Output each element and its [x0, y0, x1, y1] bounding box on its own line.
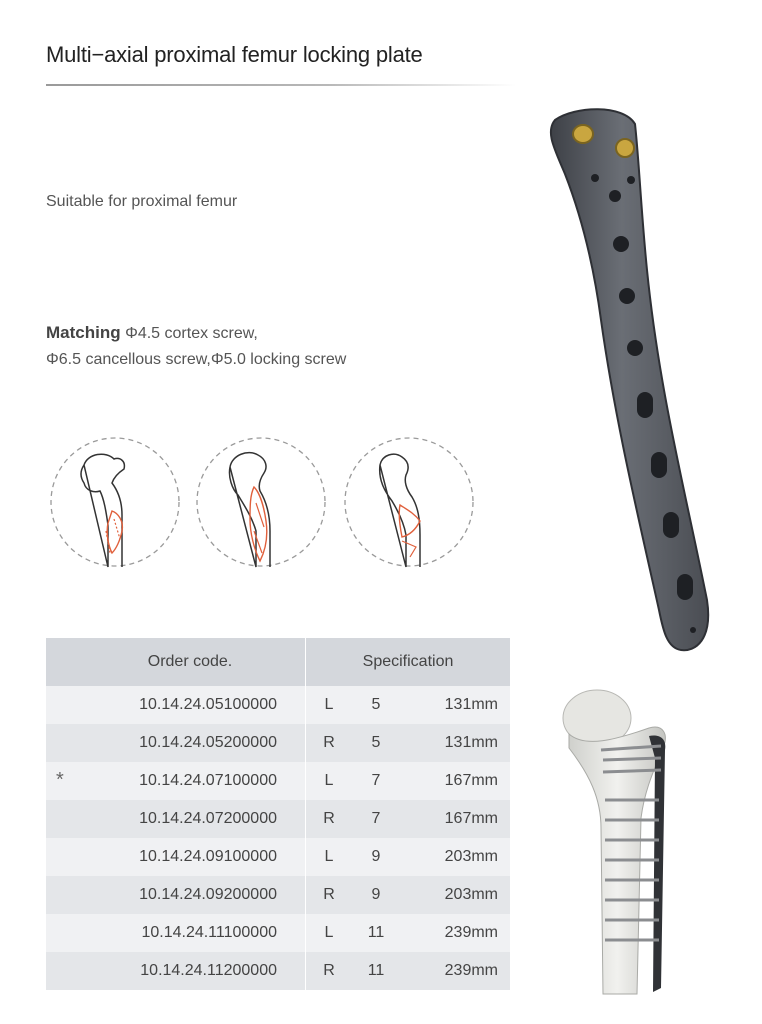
table-row — [46, 838, 510, 876]
fracture-illustration-1 — [48, 435, 182, 569]
holes-cell: 11 — [352, 952, 400, 990]
order-code-cell — [46, 876, 306, 914]
fracture-illustration-3 — [342, 435, 476, 569]
order-code-cell — [46, 762, 306, 800]
title-divider — [46, 84, 516, 86]
holes-cell: 11 — [352, 914, 400, 952]
locking-plate-image — [535, 100, 735, 660]
side-cell: R — [306, 876, 353, 914]
order-code-value: 10.14.24.09100000 — [139, 848, 277, 865]
table-row — [46, 800, 510, 838]
order-code-value: 10.14.24.09200000 — [139, 886, 277, 903]
order-code-table — [46, 638, 510, 990]
order-code-value: 10.14.24.11200000 — [140, 962, 277, 979]
table-row — [46, 724, 510, 762]
matching-label: Matching — [46, 323, 121, 342]
matching-screws — [46, 320, 346, 373]
table-row — [46, 686, 510, 724]
femur-with-plate-image — [545, 688, 720, 998]
order-code-value: 10.14.24.11100000 — [141, 924, 277, 941]
side-cell: L — [306, 914, 353, 952]
order-code-cell — [46, 838, 306, 876]
length-cell: 167mm — [400, 800, 510, 838]
length-cell: 239mm — [400, 952, 510, 990]
indication-text: Suitable for proximal femur — [46, 193, 238, 210]
order-code-value: 10.14.24.05100000 — [139, 696, 277, 713]
table-row — [46, 762, 510, 800]
side-cell: L — [306, 686, 353, 724]
length-cell: 131mm — [400, 686, 510, 724]
length-cell: 167mm — [400, 762, 510, 800]
order-code-value: 10.14.24.05200000 — [139, 734, 277, 751]
holes-cell: 5 — [352, 724, 400, 762]
order-code-cell — [46, 952, 306, 990]
fracture-illustration-2 — [194, 435, 328, 569]
length-cell: 239mm — [400, 914, 510, 952]
header-order-code: Order code. — [46, 638, 306, 686]
matching-line-2: Φ6.5 cancellous screw,Φ5.0 locking screw — [46, 351, 347, 368]
table-row — [46, 952, 510, 990]
order-code-cell — [46, 800, 306, 838]
matching-line-1: Φ4.5 cortex screw, — [125, 325, 258, 342]
table-header-row — [46, 638, 510, 686]
holes-cell: 9 — [352, 876, 400, 914]
header-specification: Specification — [306, 638, 511, 686]
side-cell: R — [306, 724, 353, 762]
side-cell: L — [306, 762, 353, 800]
holes-cell: 5 — [352, 686, 400, 724]
length-cell: 131mm — [400, 724, 510, 762]
holes-cell: 7 — [352, 762, 400, 800]
order-code-cell — [46, 914, 306, 952]
page-title: Multi−axial proximal femur locking plate — [46, 42, 423, 67]
length-cell: 203mm — [400, 838, 510, 876]
holes-cell: 9 — [352, 838, 400, 876]
holes-cell: 7 — [352, 800, 400, 838]
order-code-value: 10.14.24.07100000 — [139, 772, 277, 789]
order-code-cell — [46, 686, 306, 724]
recommended-mark: * — [56, 769, 64, 791]
side-cell: R — [306, 952, 353, 990]
table-row — [46, 876, 510, 914]
table-row — [46, 914, 510, 952]
length-cell: 203mm — [400, 876, 510, 914]
order-code-cell — [46, 724, 306, 762]
order-code-value: 10.14.24.07200000 — [139, 810, 277, 827]
side-cell: R — [306, 800, 353, 838]
side-cell: L — [306, 838, 353, 876]
